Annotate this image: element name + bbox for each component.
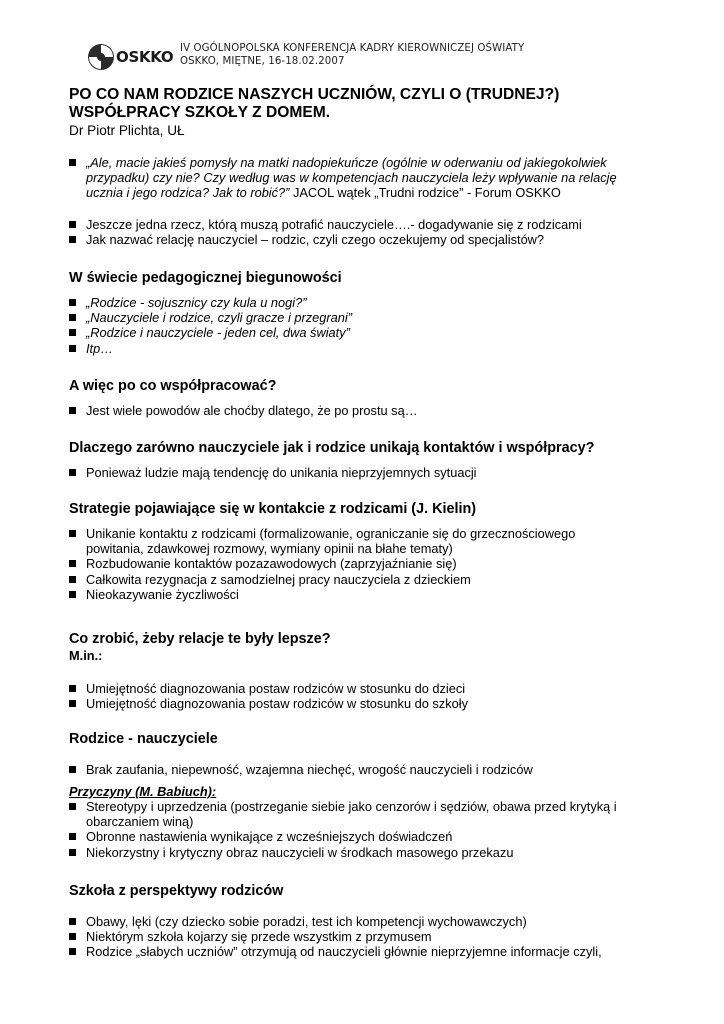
page-header [86,40,686,76]
title-line-2: WSPÓŁPRACY SZKOŁY Z DOMEM. [69,104,331,121]
section-dlaczego [69,440,689,480]
section-heading: Dlaczego zarówno nauczyciele jak i rodzice unikają kontaktów i współpracy? [69,440,595,456]
list-item: „Rodzice i nauczyciele - jeden cel, dwa światy” [69,325,689,340]
list-item: „Rodzice - sojusznicy czy kula u nogi?” [69,295,689,310]
section-co-zrobic [69,631,689,711]
list-item: Umiejętność diagnozowania postaw rodziców w stosunku do dzieci [69,681,689,696]
quote-source: JACOL wątek „Trudni rodzice” - Forum OSKKO [289,185,561,201]
oskko-logo-icon [86,42,116,72]
list-item: Itp… [69,341,689,356]
section-strategie [69,501,689,602]
section-heading: W świecie pedagogicznej biegunowości [69,270,342,286]
section-list [69,914,689,960]
section-po-co [69,378,689,418]
intro-list [69,217,689,247]
list-item: Jest wiele powodów ale choćby dlatego, że po prostu są… [69,403,689,418]
list-item: Niektórym szkoła kojarzy się przede wszystkim z przymusem [69,929,689,944]
intro-section [69,155,689,247]
list-item: Rodzice „słabych uczniów” otrzymują od nauczycieli głównie nieprzyjemne informacje czyli, [69,944,689,959]
section-list [69,762,689,777]
title-line-1: PO CO NAM RODZICE NASZYCH UCZNIÓW, CZYLI O (TRUDNEJ?) [69,86,560,103]
list-item: Niekorzystny i krytyczny obraz nauczycieli w środkach masowego przekazu [69,845,659,860]
section-biegunowosc [69,270,689,356]
list-item: Brak zaufania, niepewność, wzajemna niechęć, wrogość nauczycieli i rodziców [69,762,689,777]
list-item: „Nauczyciele i rodzice, czyli gracze i przegrani” [69,310,689,325]
list-item: Jeszcze jedna rzecz, którą muszą potrafić nauczyciele….- dogadywanie się z rodzicami [69,217,689,232]
section-list [69,403,689,418]
section-list [69,465,689,480]
section-heading: Szkoła z perspektywy rodziców [69,883,284,899]
author: Dr Piotr Plichta, UŁ [69,123,185,138]
section-list [69,799,659,860]
section-list [69,526,629,602]
section-heading: A więc po co współpracować? [69,378,277,394]
list-item: Stereotypy i uprzedzenia (postrzeganie siebie jako cenzorów i sędziów, obawa przed krytyką i obarczaniem winą) [69,799,659,829]
list-item: Obawy, lęki (czy dziecko sobie poradzi, test ich kompetencji wychowawczych) [69,914,689,929]
list-item: Jak nazwać relację nauczyciel – rodzic, czyli czego oczekujemy od specjalistów? [69,232,689,247]
section-heading: Co zrobić, żeby relacje te były lepsze? [69,631,331,647]
list-item: Rozbudowanie kontaktów pozazawodowych (zaprzyjaźnianie się) [69,556,629,571]
conference-info [180,42,524,68]
list-item [69,155,689,201]
list-item: Obronne nastawienia wynikające z wcześniejszych doświadczeń [69,829,659,844]
section-list [69,681,689,711]
section-list [69,295,689,356]
list-item: Ponieważ ludzie mają tendencję do unikania nieprzyjemnych sytuacji [69,465,689,480]
oskko-logo [86,42,176,72]
list-item: Umiejętność diagnozowania postaw rodziców w stosunku do szkoły [69,696,689,711]
logo-text: OSKKO [116,48,174,66]
section-subheading: M.in.: [69,648,103,663]
section-przyczyny [69,784,689,860]
conference-title: IV OGÓLNOPOLSKA KONFERENCJA KADRY KIEROWNICZEJ OŚWIATY [180,43,525,54]
document-title [69,86,669,122]
conference-place-date: OSKKO, MIĘTNE, 16-18.02.2007 [180,56,345,67]
section-heading: Rodzice - nauczyciele [69,731,218,747]
forum-quote: „Ale, macie jakieś pomysły na matki nadopiekuńcze (ogólnie w oderwaniu od jakiegokolwiek przypadku) czy nie? Czy według was w kompetencjach nauczyciela leży wpływanie na relację ucznia i jego rodzica? Jak to robić?” [86,155,617,201]
intro-quote-list [69,155,689,201]
section-rodzice-nauczyciele [69,731,689,777]
section-heading: Strategie pojawiające się w kontakcie z rodzicami (J. Kielin) [69,501,477,517]
section-szkola [69,883,689,960]
list-item: Całkowita rezygnacja z samodzielnej pracy nauczyciela z dzieckiem [69,572,629,587]
list-item: Unikanie kontaktu z rodzicami (formalizowanie, ograniczanie się do grzecznościowego powitania, zdawkowej rozmowy, wymiany opinii na błahe tematy) [69,526,629,556]
section-subheading: Przyczyny (M. Babiuch): [69,784,217,799]
list-item: Nieokazywanie życzliwości [69,587,629,602]
